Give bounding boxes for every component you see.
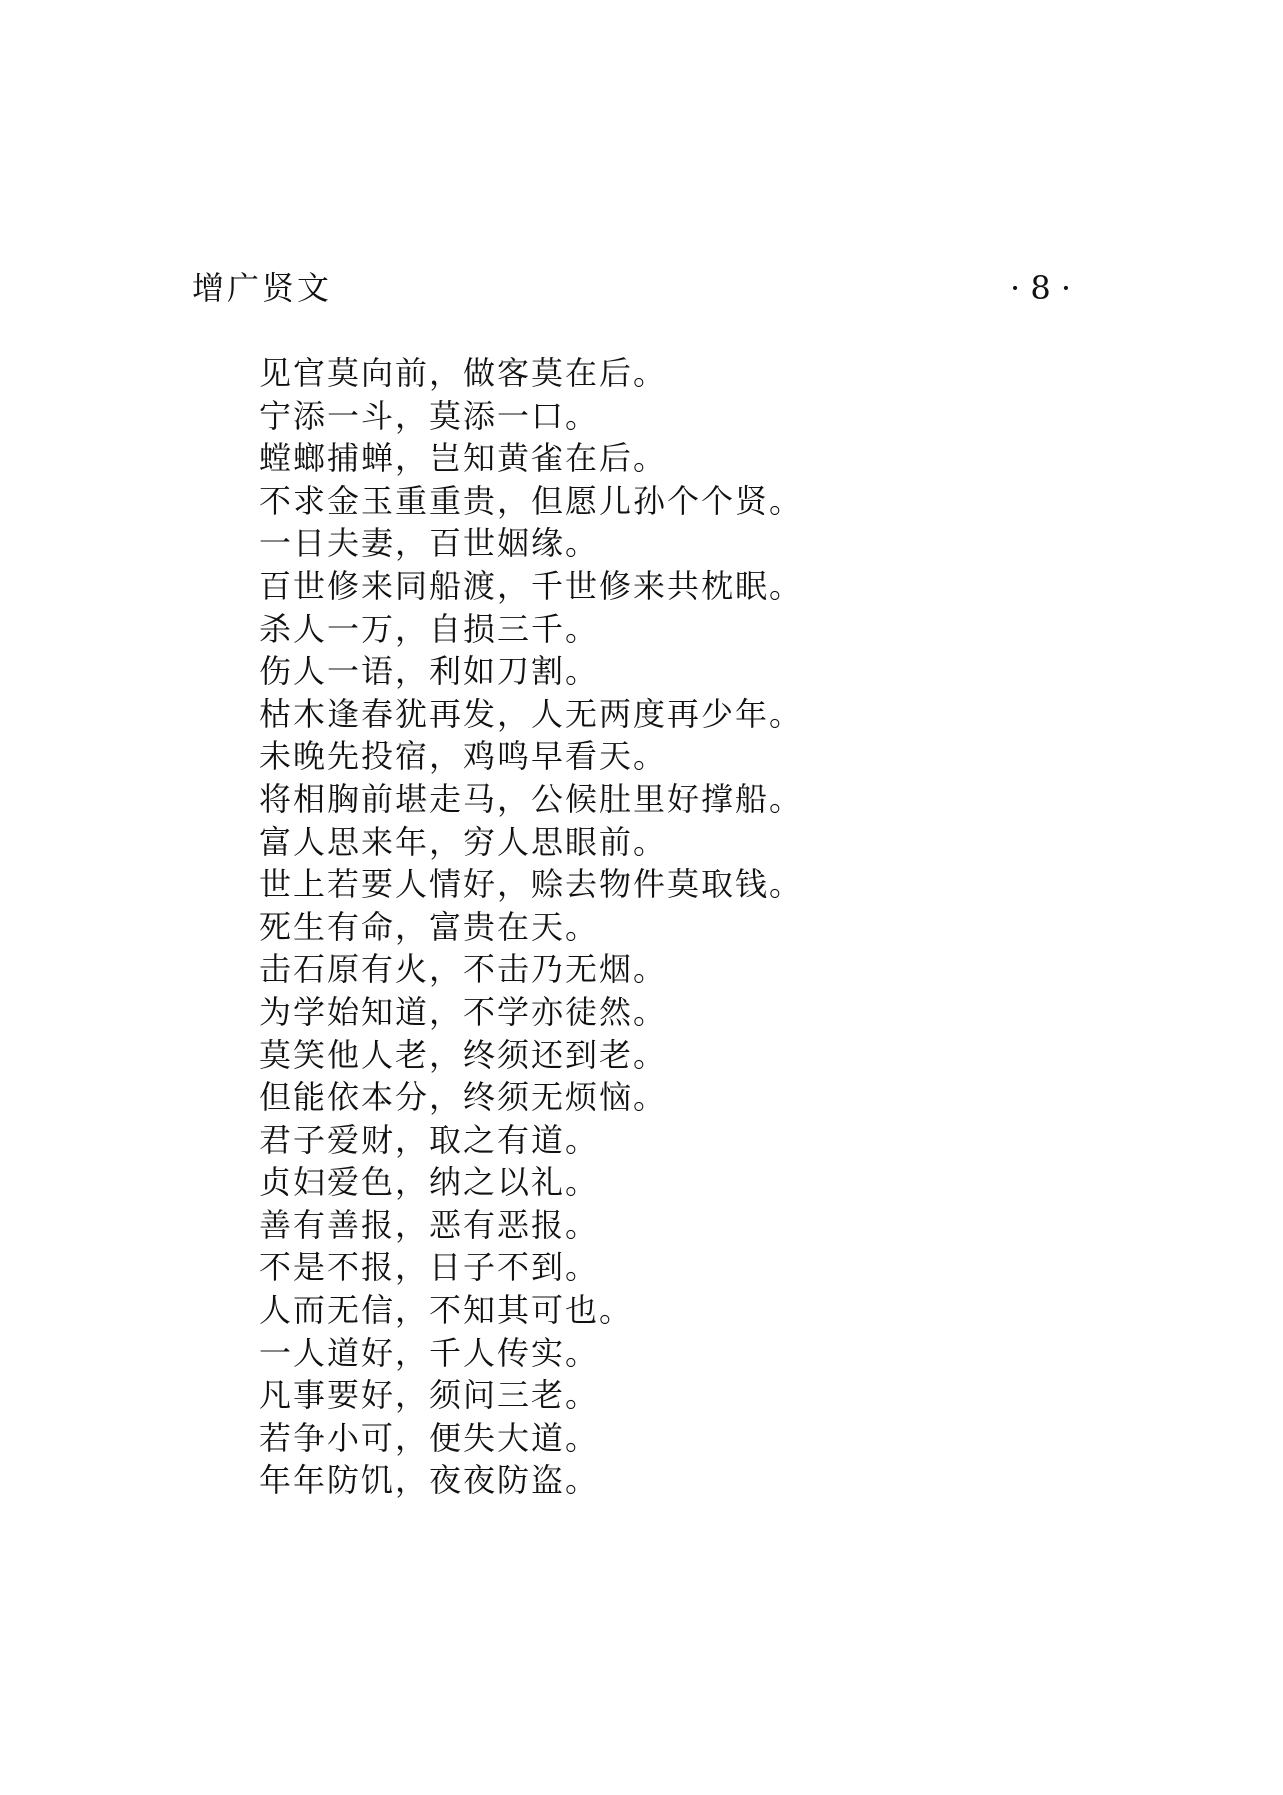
page-number: · 8 · — [1010, 269, 1072, 307]
text-line: 未晚先投宿，鸡鸣早看天。 — [259, 737, 668, 776]
text-line: 世上若要人情好，赊去物件莫取钱。 — [259, 865, 804, 904]
text-line: 击石原有火，不击乃无烟。 — [259, 950, 668, 989]
text-line: 将相胸前堪走马，公候肚里好撑船。 — [259, 779, 804, 818]
text-line: 不求金玉重重贵，但愿儿孙个个贤。 — [259, 481, 804, 520]
text-line: 善有善报，恶有恶报。 — [259, 1205, 600, 1244]
text-line: 年年防饥，夜夜防盗。 — [259, 1461, 600, 1500]
text-line: 伤人一语，利如刀割。 — [259, 652, 600, 691]
text-line: 百世修来同船渡，千世修来共枕眠。 — [259, 566, 804, 605]
text-line: 一人道好，千人传实。 — [259, 1333, 600, 1372]
running-title: 增广贤文 — [192, 269, 333, 307]
text-line: 不是不报，日子不到。 — [259, 1248, 600, 1287]
text-line: 螳螂捕蝉，岂知黄雀在后。 — [259, 439, 668, 478]
text-line: 若争小可，便失大道。 — [259, 1418, 600, 1457]
text-line: 死生有命，富贵在天。 — [259, 907, 600, 946]
text-line: 杀人一万，自损三千。 — [259, 609, 600, 648]
text-line: 为学始知道，不学亦徒然。 — [259, 992, 668, 1031]
text-body — [259, 352, 1159, 1502]
text-line: 贞妇爱色，纳之以礼。 — [259, 1163, 600, 1202]
text-line: 富人思来年，穷人思眼前。 — [259, 822, 668, 861]
text-line: 君子爱财，取之有道。 — [259, 1120, 600, 1159]
text-line: 宁添一斗，莫添一口。 — [259, 396, 600, 435]
text-line: 人而无信，不知其可也。 — [259, 1291, 634, 1330]
text-line: 见官莫向前，做客莫在后。 — [259, 354, 668, 392]
text-line: 一日夫妻，百世姻缘。 — [259, 524, 600, 563]
text-line: 莫笑他人老，终须还到老。 — [259, 1035, 668, 1074]
text-line: 但能依本分，终须无烦恼。 — [259, 1078, 668, 1117]
text-line: 枯木逢春犹再发，人无两度再少年。 — [259, 694, 804, 733]
text-line: 凡事要好，须问三老。 — [259, 1376, 600, 1415]
